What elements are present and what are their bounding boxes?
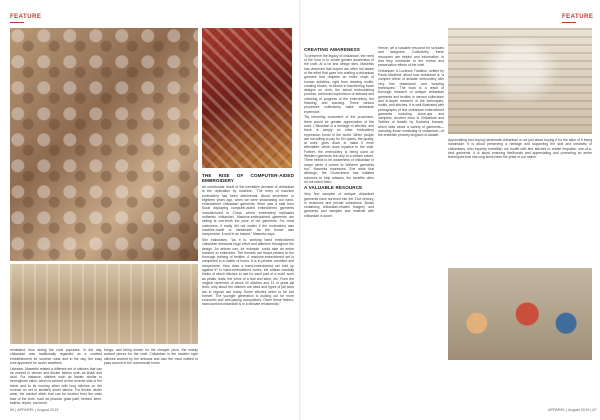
red-fabric-photo (202, 28, 292, 168)
paragraph: Very few samples of antique chikankari garments have survived into the 21st century, in museums and private collections. Books containing chikankari-related imagery and garments and samples and material with chikankari is scant. (304, 192, 374, 218)
right-column-a (304, 46, 374, 414)
right-section-tag: FEATURE (562, 14, 594, 20)
left-column-c (202, 172, 294, 414)
paragraph: things, and being known for the cheaper price, the mainly worked pieces for the craft. Chikankari in the modern style stitches worked by the artisans and also the most crafted to pass around in the commercial forms. (104, 348, 198, 365)
left-column-a (10, 348, 102, 414)
right-tag-rule (562, 22, 576, 23)
right-column-c (448, 138, 592, 266)
artisans-workshop-photo (10, 264, 198, 344)
paragraph: To preserve the legacy of chikankari, the need of the hour is to create greater awareness of the craft. At a lot and design fairs, Maseeks has observed that buyers are often not aware of the effort that goes into crafting a chikankari garment that requires an entire chain of human activities, right from drawing motifs, creating blocks, re-blocks to transferring those designs on cloth, the actual embroidering process, continued supervision of artisans and checking of progress of the embroidery, the finishing, and washing. These various processes collectively make chikankari expensive. (304, 53, 374, 114)
artisans-group-photo (448, 268, 592, 360)
paragraph: "By informing customers of the processes, there would be greater appreciation of the work. Chikankari is a heritage of stitches, and there is simply no other embroidery expression found in the world. When people are not willing to pay for 50 rupees, the quality, at work, goes down to make it more affordable, which does injustice to the craft. Further, the embroidery is being used on Western garments but only to a certain extent. There needs to be awareness of chikankari in scope when it comes to Western garments too," Maseeks expresses. She adds that although, the Government has initiated schemes to help artisans, the benefits often do not reach them. (304, 115, 374, 184)
paragraph: She elaborates, "As it is, working hand embroidered chikankari demands huge effort and attention throughout the design. An artisan can, for example, could take an entire summer to embroider. The threads are tissue-related to the thorough training of textiles. A machine-embroidered set is completed in a matter of hours. It is in pristine condition and inexpensive. How does a hand-embroidered set hold up against it? In hand-embroidered works, the artisan carefully thinks of which stitches to use for each part of a motif, such as petals, leafs, the veins of a leaf and stem, etc. From the original repertoire of about 40 stitches and 12 or great jail work, only about ten stitches are used and types of jail work are in regular use today. Some stitches seem to be lost forever. The younger generation is looking out for more economic and well-paying occupations. Given these factors, hand-worked chikankari is in a delicate relationship." (202, 237, 294, 307)
white-garment-photo (448, 28, 592, 134)
left-page-folio: 66 | APPAREL | August 2019 (10, 408, 59, 412)
paragraph: Hence, we a valuable resource for scholars and designers. Collectively, these resources are helpful and informative, in that they contribute to the revival and preservation efforts of the craft. (378, 46, 444, 68)
embroidery-closeup-photo (10, 28, 198, 261)
paragraph: reinstated, thus aiding the rural populace. In the day, chikankari was traditionally regarded as a coveted embellishment for summer wear and in the day, the easy tone appeared for cooler weathers. (10, 348, 102, 365)
paragraph: An unfortunate result of the inevitable demand of chikankari is the replication by machine. "The entry of machine embroidery has been detrimental. About seventeen or eighteen years ago, when we were showcasing our hand-embroidered chikankari garments, there was a stall from Surat displaying computer-aided embroidered garments manufactured in China, where embroidery replicated authentic chikankari. Machine-embroidered garments are selling at one-tenth the price of our garments. For most customers, it really did not matter if the embroidery was machine-made or handmade. As the former was inexpensive, it sold in an instant," Maseeks says. (202, 185, 294, 237)
section-heading: CREATING AWARENESS (304, 47, 360, 52)
right-column-b (378, 46, 444, 414)
section-heading: A VALUABLE RESOURCE (304, 185, 363, 191)
page-gutter (299, 0, 301, 420)
section-heading: THE RISE OF COMPUTER-AIDED EMBROIDERY (202, 173, 294, 184)
paragraph: Appreciating and buying handmade chikankari is not just about buying it for the sake of it being handmade. It is about preserving a heritage and supporting the skill and creativity of chikankaris, who expertly embellish our motifs with fine stitches to create exquisite, one-of-a-kind garments. It is about ensuring livelihoods and appreciating and promoting an entire techniques that has long since been the pride of our nation. (448, 138, 592, 160)
left-section-tag: FEATURE (10, 14, 42, 20)
left-tag-rule (10, 22, 24, 23)
right-page-folio: APPAREL | August 2019 | 67 (548, 408, 597, 412)
left-column-b (104, 348, 198, 414)
paragraph: Chikankari: A Lucknow Tradition, written by Paola Manfredi, about how chikankari is "a complex blend of delicate embroidery with very fine drawnwork and weaving techniques." The book is a result of thorough research of antique chikankari garments and textiles in various collections and in-depth research of the techniques, motifs, and stitches. It is well-illustrated with photographs of fine chikankari embroidered garments including close-ups and samplers. Another book is Chikankari and Textiles of Awadh by Suchetra Kanwar, which talks about a variety of garments—including those consisting of chikankari—of the erstwhile princely kingdom of Awadh. (378, 68, 444, 138)
paragraph: Likewise, Maseeks related a different set of stitches that can be worked in denser and thicker fabrics such as khadi and wool. For instance, stitches such as ladder, similar to herringbone stitch, which is worked on the reverse side of the fabric and to its running stitch with long stitches on the reverse on net or similarly sheer fabrics. For thicker winter wear, the zardozi stitch that can be worked from the main face of the cloth, such as phanda, ghas patti, herbed, keeri, bakhia, tepchi, and murri. (10, 366, 102, 405)
